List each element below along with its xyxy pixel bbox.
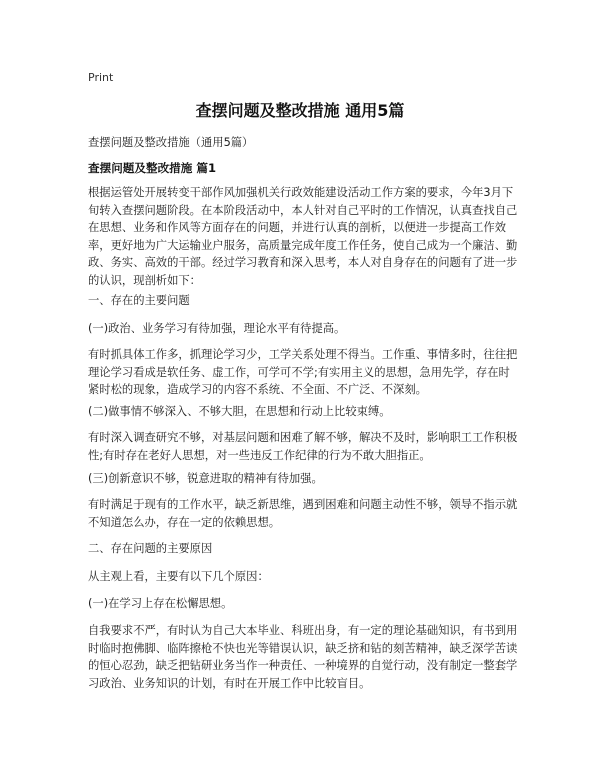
subheading-1: (一)政治、业务学习有待加强，理论水平有待提高。 [88, 322, 346, 335]
print-link[interactable]: Print [88, 71, 114, 84]
subheading-3: (三)创新意识不够，锐意进取的精神有待加强。 [88, 472, 323, 485]
subheading-cause-1: (一)在学习上存在松懈思想。 [88, 597, 233, 610]
paragraph-3: 有时满足于现有的工作水平，缺乏新思维，遇到困难和问题主动性不够，领导不指示就不知道怎么办，存在一定的依赖思想。 [88, 498, 518, 529]
subtitle: 查摆问题及整改措施（通用5篇） [88, 136, 254, 149]
paragraph-1: 有时抓具体工作多，抓理论学习少，工学关系处理不得当。工作重、事情多时，往往把理论学习看成是软任务、虚工作，可学可不学;有实用主义的思想，急用先学，存在时紧时松的现象，造成学习的内容不系统、不全面、不广泛、不深刻。 [88, 348, 518, 396]
paragraph-causes-intro: 从主观上看，主要有以下几个原因： [88, 570, 269, 583]
document-title: 查摆问题及整改措施 通用5篇 [195, 101, 405, 120]
subheading-2: (二)做事情不够深入、不够大胆，在思想和行动上比较束缚。 [88, 405, 391, 418]
heading-main-problems: 一、存在的主要问题 [88, 294, 190, 307]
heading-causes: 二、存在问题的主要原因 [88, 542, 213, 555]
paragraph-2: 有时深入调查研究不够，对基层问题和困难了解不够，解决不及时，影响职工工作积极性;有时存在老好人思想，对一些违反工作纪律的行为不敢大胆指正。 [88, 431, 518, 462]
section-heading: 查摆问题及整改措施 篇1 [88, 161, 217, 175]
paragraph-cause-1: 自我要求不严，有时认为自己大本毕业、科班出身，有一定的理论基础知识，有书到用时临时抱佛脚、临阵擦枪不快也光等错误认识，缺乏挤和钻的刻苦精神，缺乏深学苦读的恒心忍劲，缺乏把钻研业务当作一种责任、一种境界的自觉行动，没有制定一整套学习政治、业务知识的计划，有时在开展工作中比较盲目。 [88, 624, 518, 690]
intro-paragraph: 根据运管处开展转变干部作风加强机关行政效能建设活动工作方案的要求，今年3月下旬转入查摆问题阶段。在本阶段活动中，本人针对自己平时的工作情况，认真查找自己在思想、业务和作风等方面存在的问题，并进行认真的剖析，以便进一步提高工作效率，更好地为广大运输业户服务，高质量完成年度工作任务，使自己成为一个廉洁、勤政、务实、高效的干部。经过学习教育和深入思考，本人对自身存在的问题有了进一步的认识，现剖析如下： [88, 186, 518, 287]
